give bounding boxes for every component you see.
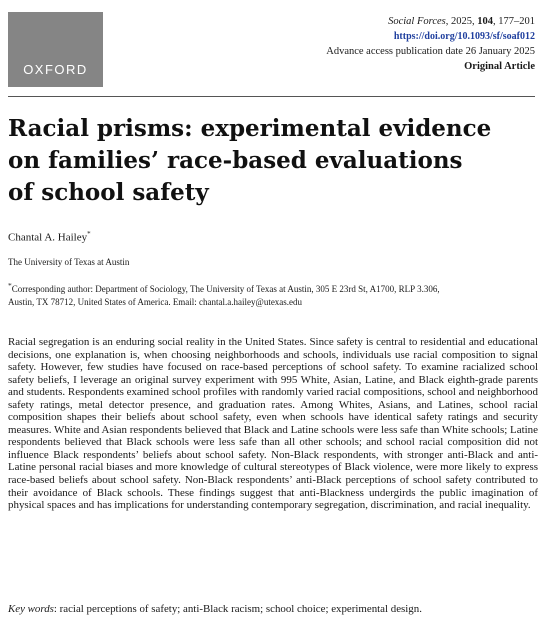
citation [326,14,535,29]
page-range: , 177–201 [493,16,535,27]
journal-name: Social Forces [388,16,446,27]
header-divider [8,96,535,97]
author-name: Chantal A. Hailey [8,231,88,244]
keywords-label: Key words [8,603,54,615]
volume: 104 [477,16,493,27]
logo-text: OXFORD [23,62,88,77]
correspondence-line: Corresponding author: Department of Sociology, The University of Texas at Austin, 305 E 23rd St, A1700, RLP 3.306, [11,284,440,294]
journal-header [326,14,535,74]
author [8,230,91,244]
correspondence-line: Austin, TX 78712, United States of America. Email: chantal.a.hailey@utexas.edu [8,297,303,307]
affiliation: The University of Texas at Austin [8,257,130,267]
title-line: Racial prisms: experimental evidence [8,115,492,142]
corresponding-mark: * [87,230,91,238]
abstract: Racial segregation is an enduring social reality in the United States. Since safety is central to residential and educational decisions, one explanation is, when choosing neighborhoods and schools, individuals use racial composition to signal safety. However, few studies have focused on race-based perceptions of school safety. To examine racialized school safety beliefs, I leverage an original survey experiment with 995 White, Asian, Latine, and Black eighth-grade parents and students. Respondents examined school profiles with randomly varied racial compositions, school and neighborhood safety ratings, metal detector presence, and graduation rates. Among Whites, Asians, and Latines, school racial composition shapes their beliefs about school safety, even when schools have identical safety ratings and security measures. White and Asian respondents believed that Black and Latine schools were less safe than White schools; Latine respondents believed that Black schools were less safe than all other schools; and school racial composition did not influence Black respondents’ beliefs about school safety. Non-Black respondents, with stronger anti-Black and anti-Latine personal racial biases and more knowledge of cultural stereotypes of Black violence, were more likely to express race-based beliefs about school safety. Non-Black respondents’ anti-Black perceptions of school safety contributed to their avoidance of Black schools. These findings suggest that anti-Blackness undergirds the public imagination of physical spaces and has implications for understanding contemporary segregation, discrimination, and racial inequality. [8,336,538,512]
article-title [8,113,533,209]
title-line: on families’ race-based evaluations [8,147,463,174]
oxford-logo [8,12,103,87]
correspondence-note [8,279,536,309]
keywords [8,603,422,615]
title-line: of school safety [8,179,209,206]
keywords-text: : racial perceptions of safety; anti-Black racism; school choice; experimental design. [53,603,422,615]
corresponding-mark: * [8,281,12,290]
article-type: Original Article [464,61,535,72]
publication-note: Advance access publication date 26 January 2025 [326,46,535,57]
doi-link[interactable]: https://doi.org/10.1093/sf/soaf012 [393,31,535,42]
citation-year: , 2025, [445,16,478,27]
